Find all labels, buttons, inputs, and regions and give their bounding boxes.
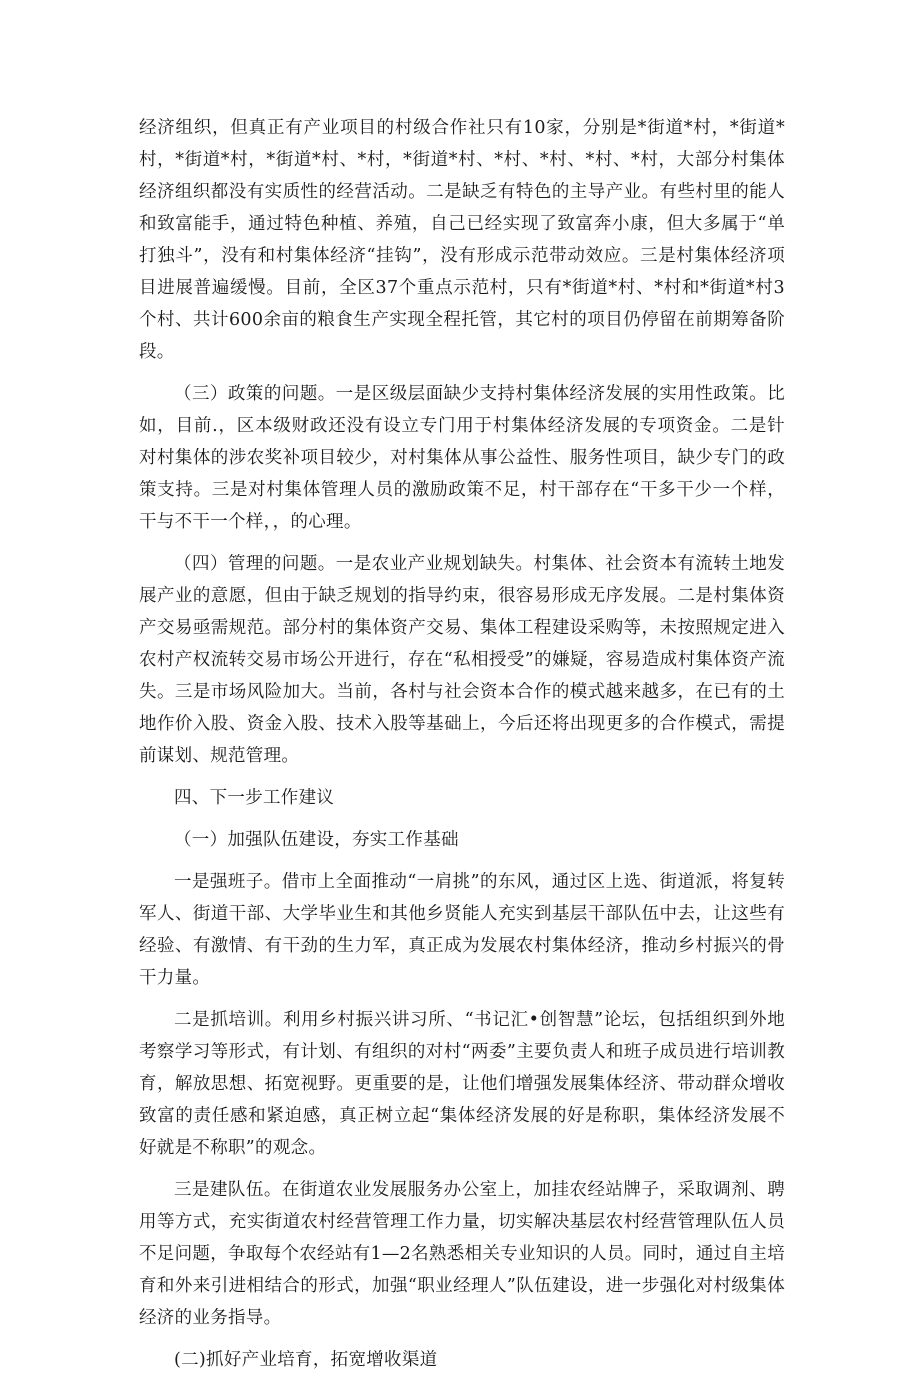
paragraph-training: 二是抓培训。利用乡村振兴讲习所、“书记汇•创智慧”论坛，包括组织到外地考察学习等形式，有计划、有组织的对村“两委”主要负责人和班子成员进行培训教育，解放思想、拓宽视野。更重要的是，让他们增强发展集体经济、带动群众增收致富的责任感和紧迫感，真正树立起“集体经济发展的好是称职，集体经济发展不好就是不称职”的观念。 [139, 1010, 785, 1158]
paragraph-policy-issues: （三）政策的问题。一是区级层面缺少支持村集体经济发展的实用性政策。比如，目前.，区本级财政还没有设立专门用于村集体经济发展的专项资金。二是针对村集体的涉农奖补项目较少，对村集体从事公益性、服务性项目，缺少专门的政策支持。三是对村集体管理人员的激励政策不足，村干部存在“干多干少一个样，干与不干一个样，，的心理。 [139, 384, 785, 532]
paragraph-build-team: 三是建队伍。在街道农业发展服务办公室上，加挂农经站牌子，采取调剂、聘用等方式，充实街道农村经营管理工作力量，切实解决基层农村经营管理队伍人员不足问题，争取每个农经站有1—2名熟悉相关专业知识的人员。同时，通过自主培育和外来引进相结合的形式，加强“职业经理人”队伍建设，进一步强化对村级集体经济的业务指导。 [139, 1180, 785, 1328]
subheading-team-building: （一）加强队伍建设，夯实工作基础 [174, 830, 459, 850]
paragraph-management-issues: （四）管理的问题。一是农业产业规划缺失。村集体、社会资本有流转土地发展产业的意愿，但由于缺乏规划的指导约束，很容易形成无序发展。二是村集体资产交易亟需规范。部分村的集体资产交易、集体工程建设采购等，未按照规定进入农村产权流转交易市场公开进行，存在“私相授受”的嫌疑，容易造成村集体资产流失。三是市场风险加大。当前，各村与社会资本合作的模式越来越多，在已有的土地作价入股、资金入股、技术入股等基础上，今后还将出现更多的合作模式，需提前谋划、规范管理。 [139, 554, 785, 766]
paragraph-strengthen-leadership: 一是强班子。借市上全面推动“一肩挑”的东风，通过区上选、街道派，将复转军人、街道干部、大学毕业生和其他乡贤能人充实到基层干部队伍中去，让这些有经验、有激情、有干劲的生力军，真正成为发展农村集体经济，推动乡村振兴的骨干力量。 [139, 872, 785, 988]
subheading-industry-cultivation: (二)抓好产业培育，拓宽增收渠道 [174, 1350, 438, 1370]
document-page [139, 112, 785, 1376]
paragraph-economic-organizations: 经济组织，但真正有产业项目的村级合作社只有10家，分别是*街道*村，*街道*村，*街道*村，*街道*村、*村，*街道*村、*村、*村、*村、*村，大部分村集体经济组织都没有实质性的经营活动。二是缺乏有特色的主导产业。有些村里的能人和致富能手，通过特色种植、养殖，自己已经实现了致富奔小康，但大多属于“单打独斗”，没有和村集体经济“挂钩”，没有形成示范带动效应。三是村集体经济项目进展普遍缓慢。目前，全区37个重点示范村，只有*街道*村、*村和*街道*村3个村、共计600余亩的粮食生产实现全程托管，其它村的项目仍停留在前期筹备阶段。 [139, 118, 785, 362]
section-heading-next-steps: 四、下一步工作建议 [174, 788, 335, 808]
